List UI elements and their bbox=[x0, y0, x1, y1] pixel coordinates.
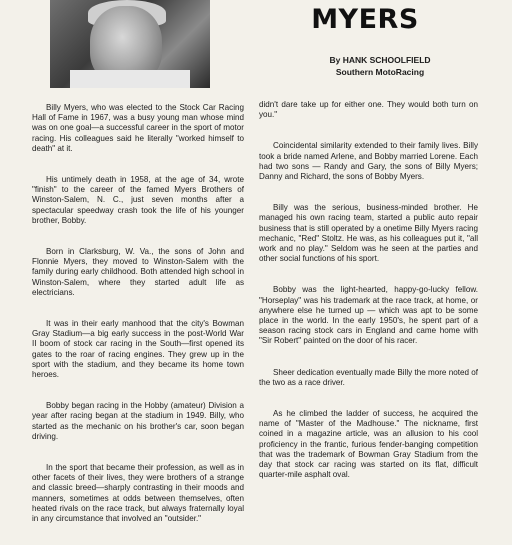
paragraph: Sheer dedication eventually made Billy the more noted of the two as a race driver. bbox=[259, 367, 478, 387]
portrait-photo bbox=[50, 0, 210, 88]
byline bbox=[300, 54, 460, 78]
byline-org: Southern MotoRacing bbox=[335, 67, 425, 77]
paragraph: Born in Clarksburg, W. Va., the sons of John and Flonnie Myers, they moved to Winston-Salem with the family during early childhood. Both attended high school in Winston-Salem, where they started adult life as electricians. bbox=[32, 247, 244, 297]
paragraph: In the sport that became their profession, as well as in other facets of their lives, they were brothers of a strange and classic breed—sharply contrasting in their moods and manners, sometimes at odds between themselves, often heated rivals on the race track, but always fraternally loyal in any circumstance that involved an "outsider." bbox=[32, 463, 244, 524]
paragraph: Bobby began racing in the Hobby (amateur) Division a year after racing began at the stadium in 1949. Billy, who started as the mechanic on his brother's car, soon began driving. bbox=[32, 401, 244, 441]
paragraph: didn't dare take up for either one. They would both turn on you." bbox=[259, 100, 478, 120]
portrait-collar bbox=[70, 70, 190, 88]
paragraph: Coincidental similarity extended to their family lives. Billy took a bride named Arlene, and Bobby married Lorene. Each had two sons — Randy and Gary, the sons of Billy Myers; Danny and Richard, the sons of Bobby Myers. bbox=[259, 141, 478, 182]
byline-author: By HANK SCHOOLFIELD bbox=[329, 55, 431, 65]
paragraph: Billy was the serious, business-minded brother. He managed his own racing team, started a public auto repair business that is still operated by a onetime Billy Myers racing mechanic, "Red" Stoltz. He was, as his colleagues put it, "all work and no play." Seldom was he seen at the parties and other social functions of his sport. bbox=[259, 203, 478, 264]
right-column bbox=[259, 100, 478, 501]
paragraph: Billy Myers, who was elected to the Stock Car Racing Hall of Fame in 1967, was a busy young man whose mind was on one goal—a successful career in the sport of motor racing. His colleagues said he literally "worked himself to death" at it. bbox=[32, 103, 244, 153]
paragraph: It was in their early manhood that the city's Bowman Gray Stadium—a big early success in the post-World War II boom of stock car racing in the South—first opened its gates to the roar of racing engines. They grew up in the sport with the stadium, and they became its home town heroes. bbox=[32, 319, 244, 380]
paragraph: His untimely death in 1958, at the age of 34, wrote "finish" to the career of the famed Myers Brothers of Winston-Salem, N. C., just seven months after a spectacular speedway crash took the life of his younger brother, Bobby. bbox=[32, 175, 244, 225]
article-title: MYERS bbox=[311, 4, 419, 35]
paragraph: As he climbed the ladder of success, he acquired the name of "Master of the Madhouse." The nickname, first coined in a magazine article, was an allusion to his cool proficiency in the frantic, furious fender-banging competition that was the trademark of Bowman Gray Stadium from the day that stock car racing was started on its flat, difficult quarter-mile asphalt oval. bbox=[259, 409, 478, 480]
left-column bbox=[32, 103, 244, 545]
paragraph: Bobby was the light-hearted, happy-go-lucky fellow. "Horseplay" was his trademark at the race track, at home, or anywhere else he turned up — which was apt to be some place in the world. In the early 1950's, he spent part of a season racing stock cars in England and came home with "Sir Robert" painted on the door of his racer. bbox=[259, 285, 478, 346]
